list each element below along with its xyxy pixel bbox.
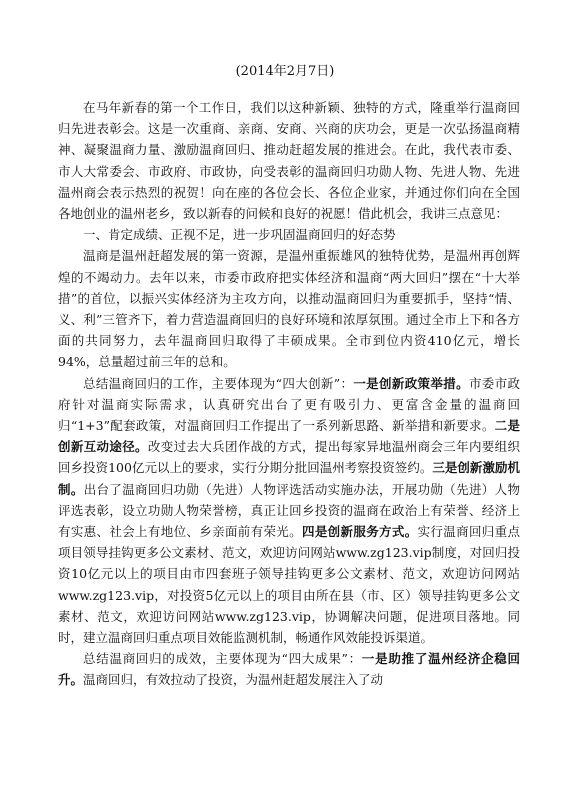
intro-paragraph xyxy=(58,97,520,224)
text-run: 市委市政府针对温商实际需求，认真研究出台了更有吸引力、更富含金量的温商回归“1+3”配套政策，对温商回归工作提出了一系列新思路、新举措和新要求。 xyxy=(58,375,520,434)
text-run: 总结温商回归的工作，主要体现为“四大创新”： xyxy=(83,375,354,391)
document-date: (2014年2月7日) xyxy=(235,64,335,79)
text-run: 温商回归，有效拉动了投资，为温州赶超发展注入了动 xyxy=(83,672,384,688)
bold-text-run: 一是创新政策举措。 xyxy=(353,375,469,391)
innovation-paragraph xyxy=(58,373,520,649)
bold-text-run: 三是创新激励机制。 xyxy=(58,460,520,497)
section-paragraph xyxy=(58,245,520,372)
text-run: 在马年新春的第一个工作日，我们以这种新颖、独特的方式，隆重举行温商回归先进表彰会。这是一次重商、亲商、安商、兴商的庆功会，更是一次弘扬温商精神、凝聚温商力量、激励温商回归、推动赶超发展的推进会。在此，我代表市委、市人大常委会、市政府、市政协，向受表彰的温商回归功勋人物、先进人物、先进温州商会表示热烈的祝贺！向在座的各位会长、各位企业家，并通过你们向在全国各地创业的温州老乡，致以新春的问候和良好的祝愿！借此机会，我讲三点意见： xyxy=(58,100,520,222)
bold-text-run: 四是创新服务方式。 xyxy=(302,524,418,540)
text-run: 总结温商回归的成效，主要体现为“四大成果”： xyxy=(83,651,362,667)
document-body xyxy=(58,97,520,691)
text-run: 改变过去大兵团作战的方式，提出每家异地温州商会三年内要组织回乡投资100亿元以上的要求，实行分期分批回温州考察投资签约。 xyxy=(58,439,520,476)
bold-text-run: 一是助推了温州经济企稳回升。 xyxy=(58,651,520,688)
text-run: 一、肯定成绩、正视不足，进一步巩固温商回归的好态势 xyxy=(83,227,396,243)
section-heading xyxy=(58,224,520,245)
bold-text-run: 二是创新互动途径。 xyxy=(58,418,520,455)
text-run: 出台了温商回归功勋（先进）人物评选活动实施办法，开展功勋（先进）人物评选表彰，设立功勋人物荣誉榜，真正让回乡投资的温商在政治上有荣誉、经济上有实惠、社会上有地位、乡亲面前有荣光。 xyxy=(58,481,520,540)
text-run: 实行温商回归重点项目领导挂钩更多公文素材、范文，欢迎访问网站www.zg123.vip制度，对回归投资10亿元以上的项目由市四套班子领导挂钩更多公文素材、范文，欢迎访问网站www.zg123.vip，对投资5亿元以上的项目由所在县（市、区）领导挂钩更多公文素材、范文，欢迎访问网站www.zg123.vip，协调解决问题，促进项目落地。同时，建立温商回归重点项目效能监测机制，畅通作风效能投诉渠道。 xyxy=(58,524,520,646)
text-run: 温商是温州赶超发展的第一资源，是温州重振雄风的独特优势，是温州再创辉煌的不竭动力。去年以来，市委市政府把实体经济和温商“两大回归”摆在“十大举措”的首位，以振兴实体经济为主攻方向，以推动温商回归为重要抓手，坚持“情、义、利”三管齐下，着力营造温商回归的良好环境和浓厚氛围。通过全市上下和各方面的共同努力，去年温商回归取得了丰硕成果。全市到位内资410亿元，增长94%，总量超过前三年的总和。 xyxy=(58,248,520,370)
results-paragraph xyxy=(58,648,520,690)
